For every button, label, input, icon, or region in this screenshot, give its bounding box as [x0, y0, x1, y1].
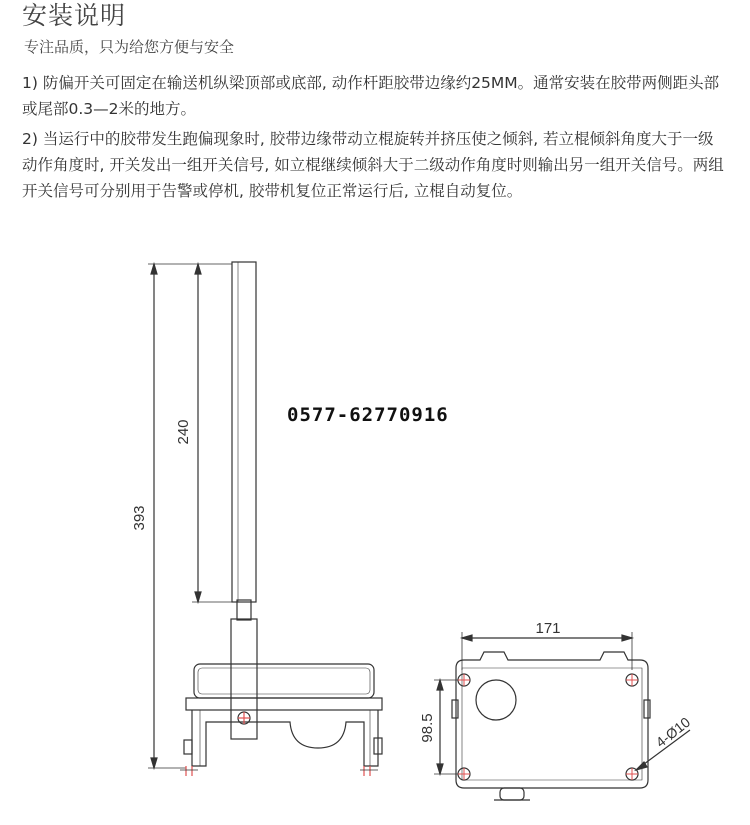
deflection-rod	[232, 262, 256, 602]
dimension-width	[462, 632, 632, 670]
page-subtitle: 专注品质，只为给您方便与安全	[24, 38, 235, 56]
dim-width-label: 171	[535, 620, 561, 637]
page-title: 安装说明	[22, 1, 127, 30]
dimension-rod-length	[192, 264, 232, 602]
instruction-paragraph-1: 1) 防偏开关可固定在输送机纵梁顶部或底部, 动作杆距胶带边缘约25MM。通常安装在胶带两侧距头部或尾部0.3—2米的地方。	[22, 74, 720, 118]
dimension-hole-spacing	[434, 680, 462, 774]
dimension-total-height	[148, 264, 232, 768]
dim-holes-label: 4-Ø10	[652, 713, 694, 751]
dim-rod-length-label: 240	[175, 419, 192, 445]
phone-number: 0577-62770916	[287, 404, 449, 426]
switch-housing	[184, 664, 382, 766]
technical-drawing	[0, 250, 750, 825]
dim-hole-spacing-label: 98.5	[419, 713, 436, 743]
switch-top-view	[452, 652, 650, 800]
dim-total-height-label: 393	[131, 505, 148, 531]
instruction-paragraph-2: 2) 当运行中的胶带发生跑偏现象时, 胶带边缘带动立棍旋转并挤压使之倾斜, 若立棍倾斜角度大于一级动作角度时, 开关发出一组开关信号, 如立棍继续倾斜大于二级动作角度时则输出另一组开关信号。两组开关信号可分别用于告警或停机, 胶带机复位正常运行后, 立棍自动复位。	[22, 130, 724, 200]
